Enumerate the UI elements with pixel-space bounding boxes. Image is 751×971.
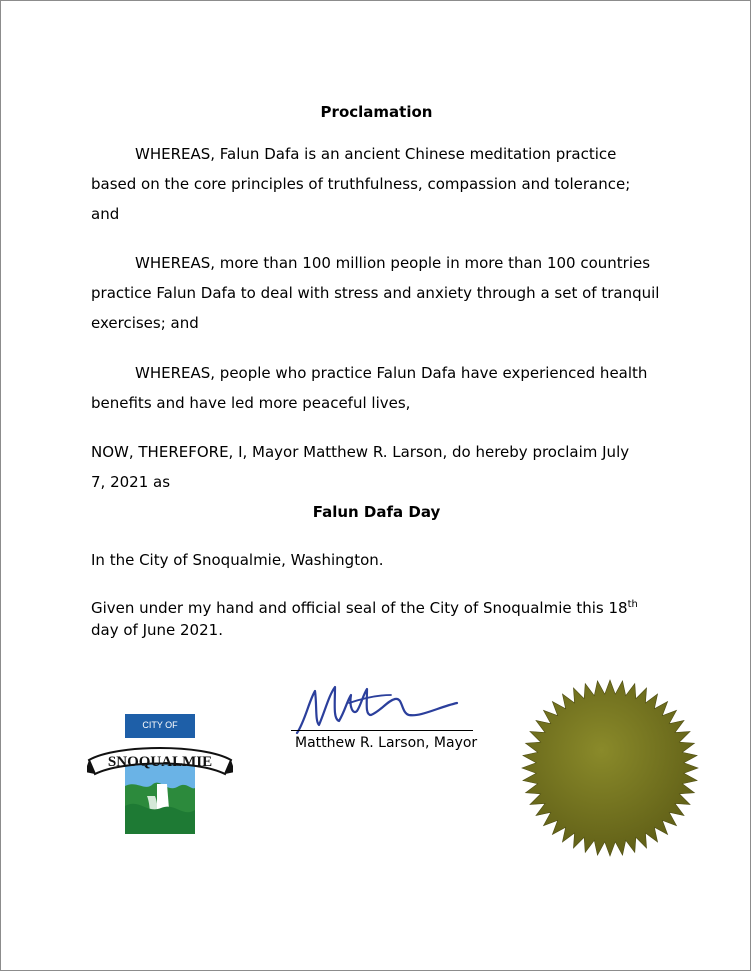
- given-line-2: day of June 2021.: [91, 621, 223, 639]
- signature-caption: Matthew R. Larson, Mayor: [295, 735, 478, 751]
- paragraph-line: exercises; and: [91, 314, 199, 332]
- paragraph-line: based on the core principles of truthfulness, compassion and tolerance;: [91, 175, 631, 193]
- paragraph-line: WHEREAS, more than 100 million people in more than 100 countries: [135, 254, 651, 272]
- city-line: In the City of Snoqualmie, Washington.: [91, 551, 384, 569]
- paragraph-line: 7, 2021 as: [91, 473, 171, 491]
- mayor-signature: [291, 681, 471, 735]
- gold-seal-icon: [519, 677, 701, 859]
- proclamation-title: Proclamation: [320, 103, 433, 121]
- whereas-paragraph-1: [91, 139, 671, 229]
- logo-banner-text: SNOQUALMIE: [107, 754, 213, 770]
- given-under-hand-text: [91, 597, 638, 641]
- paragraph-line: and: [91, 205, 120, 223]
- paragraph-line: NOW, THEREFORE, I, Mayor Matthew R. Larson, do hereby proclaim July: [91, 443, 630, 461]
- whereas-paragraph-3: [91, 358, 671, 418]
- day-title: Falun Dafa Day: [312, 503, 441, 521]
- logo-city-of-text: CITY OF: [142, 720, 178, 730]
- given-line-1: Given under my hand and official seal of the City of Snoqualmie this 18: [91, 599, 628, 617]
- city-of-snoqualmie-logo: [87, 714, 233, 834]
- whereas-paragraph-2: [91, 248, 671, 338]
- paragraph-line: practice Falun Dafa to deal with stress and anxiety through a set of tranquil: [91, 284, 660, 302]
- therefore-paragraph: [91, 437, 671, 497]
- paragraph-line: benefits and have led more peaceful lives,: [91, 394, 411, 412]
- signature-line: [291, 730, 473, 731]
- paragraph-line: WHEREAS, people who practice Falun Dafa have experienced health: [135, 364, 648, 382]
- paragraph-line: WHEREAS, Falun Dafa is an ancient Chinese meditation practice: [135, 145, 617, 163]
- ordinal-suffix: th: [627, 599, 638, 610]
